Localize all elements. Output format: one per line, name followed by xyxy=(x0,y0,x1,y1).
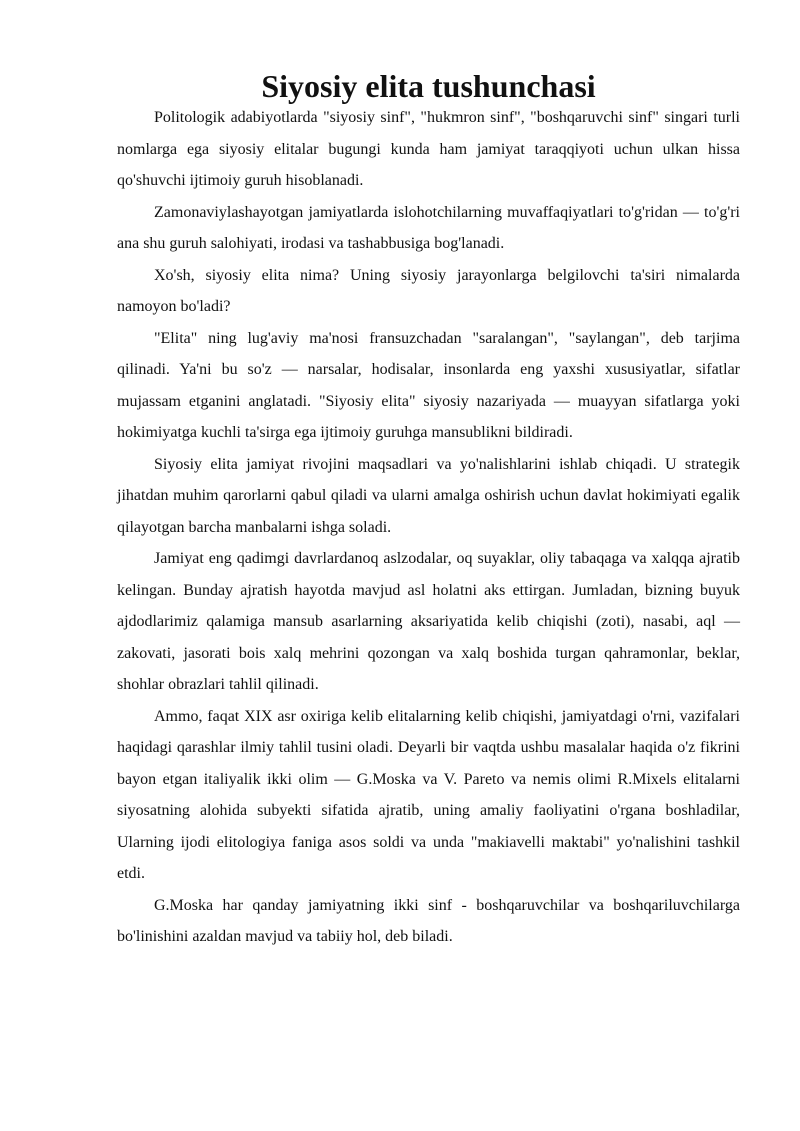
paragraph-1: Politologik adabiyotlarda "siyosiy sinf", "hukmron sinf", "boshqaruvchi sinf" singari turli nomlarga ega siyosiy elitalar bugungi kunda ham jamiyat taraqqiyoti uchun ulkan hissa qo'shuvchi ijtimoiy guruh hisoblanadi. xyxy=(117,109,740,189)
paragraph-2: Zamonaviylashayotgan jamiyatlarda islohotchilarning muvaffaqiyatlari to'g'ridan — to'g'ri ana shu guruh salohiyati, irodasi va tashabbusiga bog'lanadi. xyxy=(117,203,740,252)
paragraph-7: Ammo, faqat XIX asr oxiriga kelib elitalarning kelib chiqishi, jamiyatdagi o'rni, vazifalari haqidagi qarashlar ilmiy tahlil tusini oladi. Deyarli bir vaqtda ushbu masalalar haqida o'z fikrini bayon etgan italiyalik ikki olim — G.Moska va V. Pareto va nemis olimi R.Mixels elitalarni siyosatning alohida subyekti sifatida ajratib, uning amaliy faoliyatini o'rgana boshladilar, Ularning ijodi elitologiya faniga asos soldi va unda "makiavelli maktabi" yo'nalishini tashkil etdi. xyxy=(117,707,740,882)
paragraph-5: Siyosiy elita jamiyat rivojini maqsadlari va yo'nalishlarini ishlab chiqadi. U strategik jihatdan muhim qarorlarni qabul qiladi va ularni amalga oshirish uchun davlat hokimiyati egalik qilayotgan barcha manbalarni ishga soladi. xyxy=(117,455,740,536)
document-page xyxy=(117,70,740,953)
paragraph-3: Xo'sh, siyosiy elita nima? Uning siyosiy jarayonlarga belgilovchi ta'siri nimalarda namoyon bo'ladi? xyxy=(117,266,740,315)
document-title: Siyosiy elita tushunchasi xyxy=(261,68,596,104)
paragraph-4: "Elita" ning lug'aviy ma'nosi fransuzchadan "saralangan", "saylangan", deb tarjima qilinadi. Ya'ni bu so'z — narsalar, hodisalar, insonlarda eng yaxshi xususiyatlar, sifatlar mujassam etganini anglatadi. "Siyosiy elita" siyosiy nazariyada — muayyan sifatlarga yoki hokimiyatga kuchli ta'sirga ega ijtimoiy guruhga mansublikni bildiradi. xyxy=(117,329,740,441)
paragraph-8: G.Moska har qanday jamiyatning ikki sinf - boshqaruvchilar va boshqariluvchilarga bo'linishini azaldan mavjud va tabiiy hol, deb biladi. xyxy=(117,896,740,945)
paragraph-6: Jamiyat eng qadimgi davrlardanoq aslzodalar, oq suyaklar, oliy tabaqaga va xalqqa ajratib kelingan. Bunday ajratish hayotda mavjud asl holatni aks ettirgan. Jumladan, bizning buyuk ajdodlarimiz qalamiga mansub asarlarning aksariyatida kelib chiqishi (zoti), nasabi, aql — zakovati, jasorati bois xalq mehrini qozongan va xalq boshida turgan qahramonlar, beklar, shohlar obrazlari tahlil qilinadi. xyxy=(117,550,740,693)
